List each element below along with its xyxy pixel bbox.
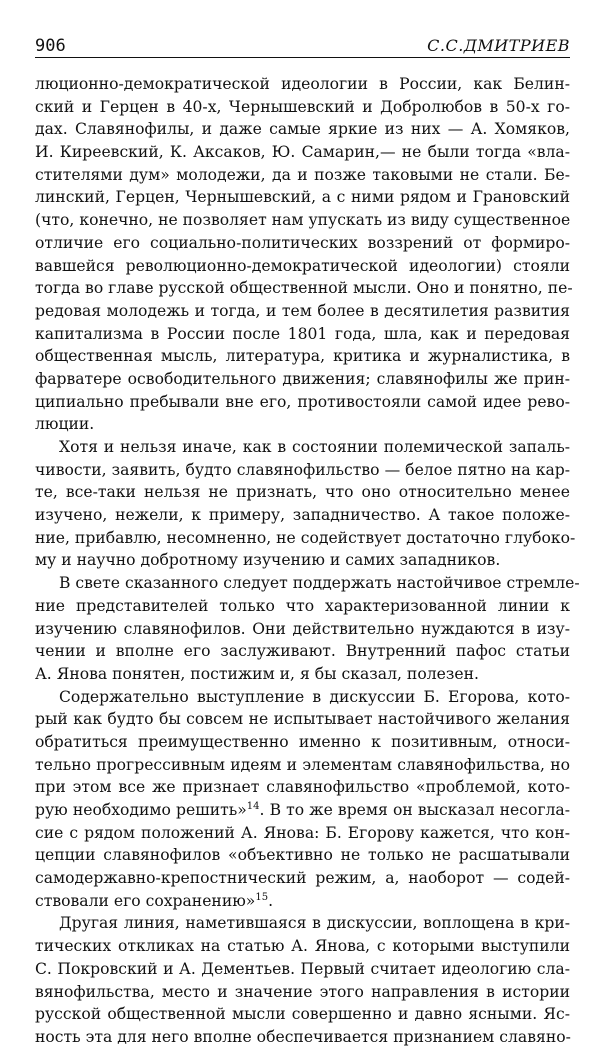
text-line — [35, 186, 570, 209]
text-line — [35, 822, 570, 845]
text-line-content: ципиально пребывали вне его, противостояли самой идее рево- — [35, 392, 570, 411]
text-line — [35, 232, 570, 255]
text-line-content: обратиться преимущественно именно к позитивным, относи- — [35, 732, 570, 751]
text-line-content: ние, прибавлю, несомненно, не содействует достаточно глубоко- — [35, 528, 576, 547]
text-line-content: Хотя и нельзя иначе, как в состоянии полемической запаль- — [59, 438, 570, 456]
text-line-content: цепции славянофилов «объективно не только не расшатывали — [35, 846, 570, 865]
text-line — [35, 164, 570, 187]
text-line — [35, 663, 570, 686]
text-line-content: вавшейся революционно-демократической идеологии) стояли — [35, 256, 570, 275]
text-line-content: редовая молодежь и тогда, и тем более в десятилетия развития — [35, 301, 570, 320]
text-line — [35, 391, 570, 414]
text-line-continuation: . — [268, 891, 274, 910]
text-line-content: ский и Герцен в 40-х, Чернышевский и Добролюбов в 50-х го- — [35, 97, 570, 116]
text-line-content: А. Янова понятен, постижим и, я бы сказал, полезен. — [35, 664, 479, 683]
text-line — [35, 141, 570, 164]
text-line — [35, 640, 570, 663]
text-line — [35, 527, 576, 550]
text-line-content: тогда во главе русской общественной мысли. Оно и понятно, пе- — [35, 279, 573, 298]
text-line-content: люции. — [35, 415, 95, 434]
text-line — [35, 255, 570, 278]
text-line-content: рую необходимо решить» — [35, 801, 247, 819]
text-line-content: му и научно добротному изучению и самих западников. — [35, 551, 501, 570]
text-line — [35, 708, 570, 731]
text-line — [35, 1003, 570, 1026]
text-line-content: линский, Герцен, Чернышевский, а с ними рядом и Грановский — [35, 188, 570, 207]
text-line-content: ствовали его сохранению» — [35, 891, 256, 910]
text-line — [35, 981, 570, 1004]
text-line-content: вянофильства, место и значение этого направления в истории — [35, 982, 570, 1001]
text-line — [35, 1026, 570, 1049]
text-line — [35, 686, 570, 709]
text-line-content: сие с рядом положений А. Янова: Б. Егорову кажется, что кон- — [35, 823, 570, 842]
text-line-content: фарватере освободительного движения; славянофилы же прин- — [35, 369, 570, 388]
text-line — [35, 413, 570, 436]
text-line — [35, 776, 570, 799]
text-line-content: Другая линия, наметившаяся в дискуссии, воплощена в кри- — [59, 914, 570, 933]
text-line — [35, 323, 570, 346]
text-line — [35, 912, 570, 935]
text-line — [35, 754, 570, 777]
running-head-author: С.С.ДМИТРИЕВ — [427, 36, 570, 55]
text-line-continuation: . В то же время он высказал несогла- — [259, 801, 570, 819]
text-line-content: ние представителей только что характеризованной линии к — [35, 596, 570, 615]
text-line-content: тельно прогрессивным идеям и элементам славянофильства, но — [35, 755, 570, 774]
text-line-content: тических откликах на статью А. Янова, с которыми выступили — [35, 937, 570, 956]
text-line — [35, 459, 570, 482]
text-line-content: люционно-демократической идеологии в России, как Белин- — [35, 75, 570, 93]
text-line-content: ность эта для него вполне обеспечивается признанием славяно- — [35, 1027, 571, 1046]
text-line — [35, 958, 570, 981]
text-line-content: те, все-таки нельзя не признать, что оно относительно менее — [35, 483, 570, 502]
text-line — [35, 844, 570, 867]
text-line — [35, 277, 573, 300]
text-line-content: Содержательно выступление в дискуссии Б. Егорова, кото- — [59, 687, 570, 706]
text-line — [35, 368, 570, 391]
running-head — [35, 35, 570, 58]
text-line-content: чении и вполне его заслуживают. Внутренний пафос статьи — [35, 642, 570, 661]
text-line — [35, 96, 570, 119]
text-line — [35, 799, 570, 822]
text-line-content: И. Киреевский, К. Аксаков, Ю. Самарин,— не были тогда «вла- — [35, 143, 570, 162]
text-line — [35, 595, 570, 618]
footnote-marker: 14 — [246, 800, 260, 812]
text-line-content: самодержавно-крепостнический режим, а, наоборот — содей- — [35, 869, 570, 888]
text-line — [35, 345, 570, 368]
text-line-content: стителями дум» молодежи, да и позже таковыми не стали. Бе- — [35, 165, 570, 184]
text-line-content: отличие его социально-политических воззрений от формиро- — [35, 233, 570, 252]
text-line-content: изучению славянофилов. Они действительно нуждаются в изу- — [35, 619, 570, 638]
text-line — [35, 300, 570, 323]
text-line-content: (что, конечно, не позволяет нам упускать из виду существенное — [35, 211, 571, 230]
text-line-content: изучено, нежели, к примеру, западничество. А такое положе- — [35, 506, 570, 525]
text-line — [35, 935, 570, 958]
text-line — [35, 504, 570, 527]
text-line-content: чивости, заявить, будто славянофильство — белое пятно на кар- — [35, 460, 570, 479]
text-line-content: рый как будто бы совсем не испытывает настойчивого желания — [35, 710, 570, 729]
text-line — [35, 436, 570, 459]
text-line-content: В свете сказанного следует поддержать настойчивое стремле- — [59, 574, 580, 593]
text-line-content: дах. Славянофилы, и даже самые яркие из них — А. Хомяков, — [35, 120, 570, 139]
text-line-content: при этом все же признает славянофильство «проблемой, кото- — [35, 778, 570, 797]
text-line-content: русской общественной мысли совершенно и давно ясными. Яс- — [35, 1005, 570, 1024]
text-line — [35, 618, 570, 641]
text-line — [35, 731, 570, 754]
page-number: 906 — [35, 36, 66, 56]
text-line — [35, 209, 570, 232]
text-line — [35, 890, 570, 913]
text-line — [35, 867, 570, 890]
text-line-content: общественная мысль, литература, критика и журналистика, в — [35, 347, 570, 366]
text-line — [35, 118, 570, 141]
text-line — [35, 549, 570, 572]
text-line — [35, 73, 570, 96]
footnote-marker: 15 — [255, 891, 269, 903]
text-line-content: С. Покровский и А. Дементьев. Первый считает идеологию сла- — [35, 959, 570, 978]
text-line-content: капитализма в России после 1801 года, шла, как и передовая — [35, 324, 570, 343]
text-line — [35, 572, 580, 595]
body-text — [35, 73, 580, 1049]
text-line — [35, 481, 570, 504]
